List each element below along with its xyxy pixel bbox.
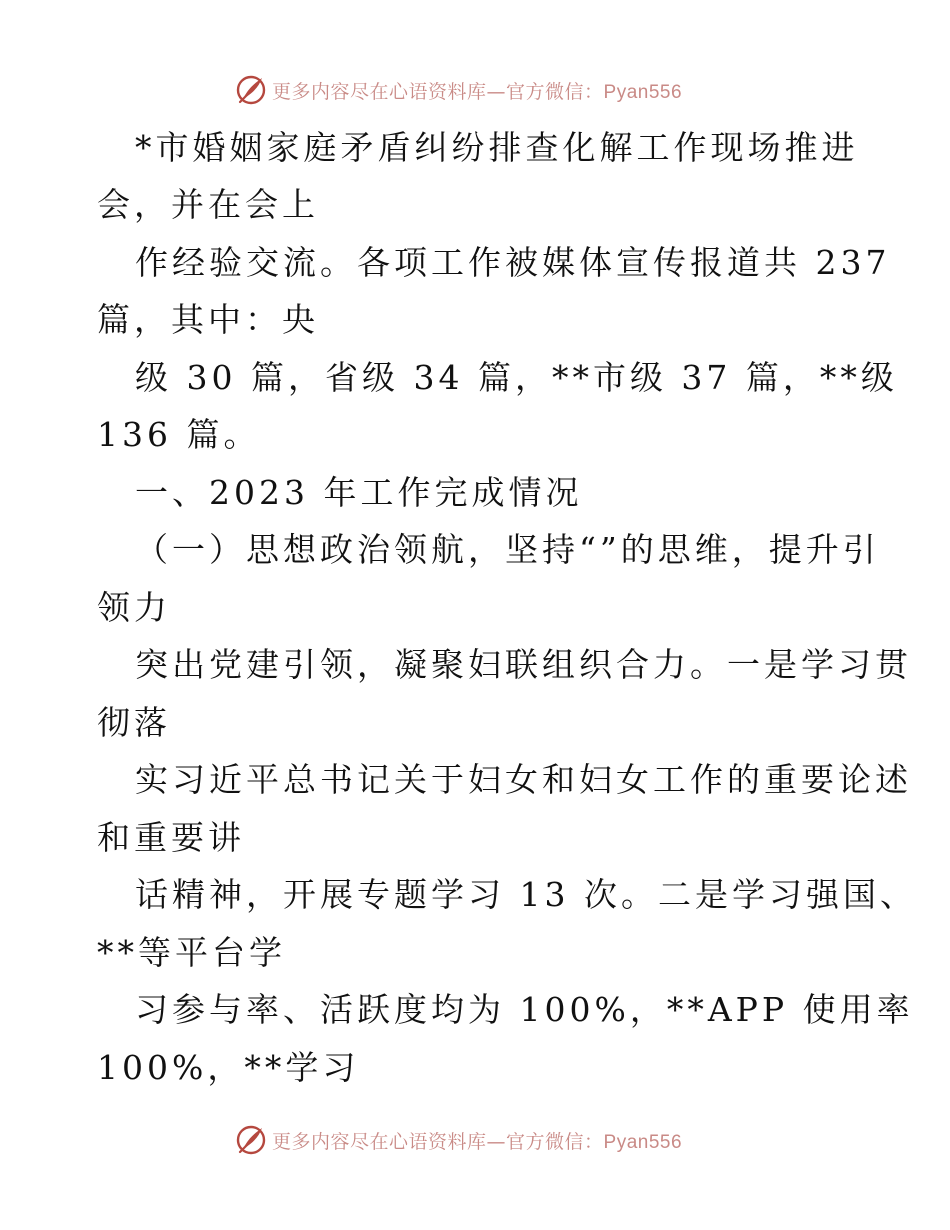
watermark-text xyxy=(272,77,682,104)
watermark-wechat-label: 官方微信： xyxy=(506,80,604,103)
text-line: 习参与率、活跃度均为 100%，**APP 使用率 xyxy=(135,990,914,1029)
quill-logo-icon xyxy=(234,73,268,107)
watermark-wechat-id: Pyan556 xyxy=(603,1131,683,1153)
subsection-heading: （一）思想政治领航，坚持“”的思维，提升引 xyxy=(135,530,880,569)
watermark-text xyxy=(272,1127,682,1154)
text-line: **等平台学 xyxy=(97,933,286,972)
watermark-dash: — xyxy=(486,80,507,103)
text-line: 话精神，开展专题学习 13 次。二是学习强国、 xyxy=(135,875,917,914)
text-line: 突出党建引领，凝聚妇联组织合力。一是学习贯 xyxy=(135,645,912,684)
watermark-wechat-label: 官方微信： xyxy=(506,1130,604,1153)
text-line: 实习近平总书记关于妇女和妇女工作的重要论述 xyxy=(135,760,912,799)
text-line: 级 30 篇，省级 34 篇，**市级 37 篇，**级 xyxy=(135,358,898,397)
text-line: 彻落 xyxy=(97,703,171,742)
text-line: 136 篇。 xyxy=(97,415,261,454)
watermark-wechat-id: Pyan556 xyxy=(603,81,683,103)
watermark-footer xyxy=(234,1122,682,1158)
watermark-dash: — xyxy=(486,1130,507,1153)
text-line: 篇，其中：央 xyxy=(97,300,319,339)
watermark-header xyxy=(234,72,682,108)
watermark-slogan: 更多内容尽在心语资料库 xyxy=(272,1130,487,1153)
text-line: 100%，**学习 xyxy=(97,1048,360,1087)
text-line: 领力 xyxy=(97,588,171,627)
text-line: 和重要讲 xyxy=(97,818,245,857)
section-heading: 一、2023 年工作完成情况 xyxy=(135,473,583,512)
text-line: 作经验交流。各项工作被媒体宣传报道共 237 xyxy=(135,243,891,282)
text-line: *市婚姻家庭矛盾纠纷排查化解工作现场推进 xyxy=(135,128,859,167)
watermark-slogan: 更多内容尽在心语资料库 xyxy=(272,80,487,103)
text-line: 会，并在会上 xyxy=(97,185,319,224)
quill-logo-icon xyxy=(234,1123,268,1157)
